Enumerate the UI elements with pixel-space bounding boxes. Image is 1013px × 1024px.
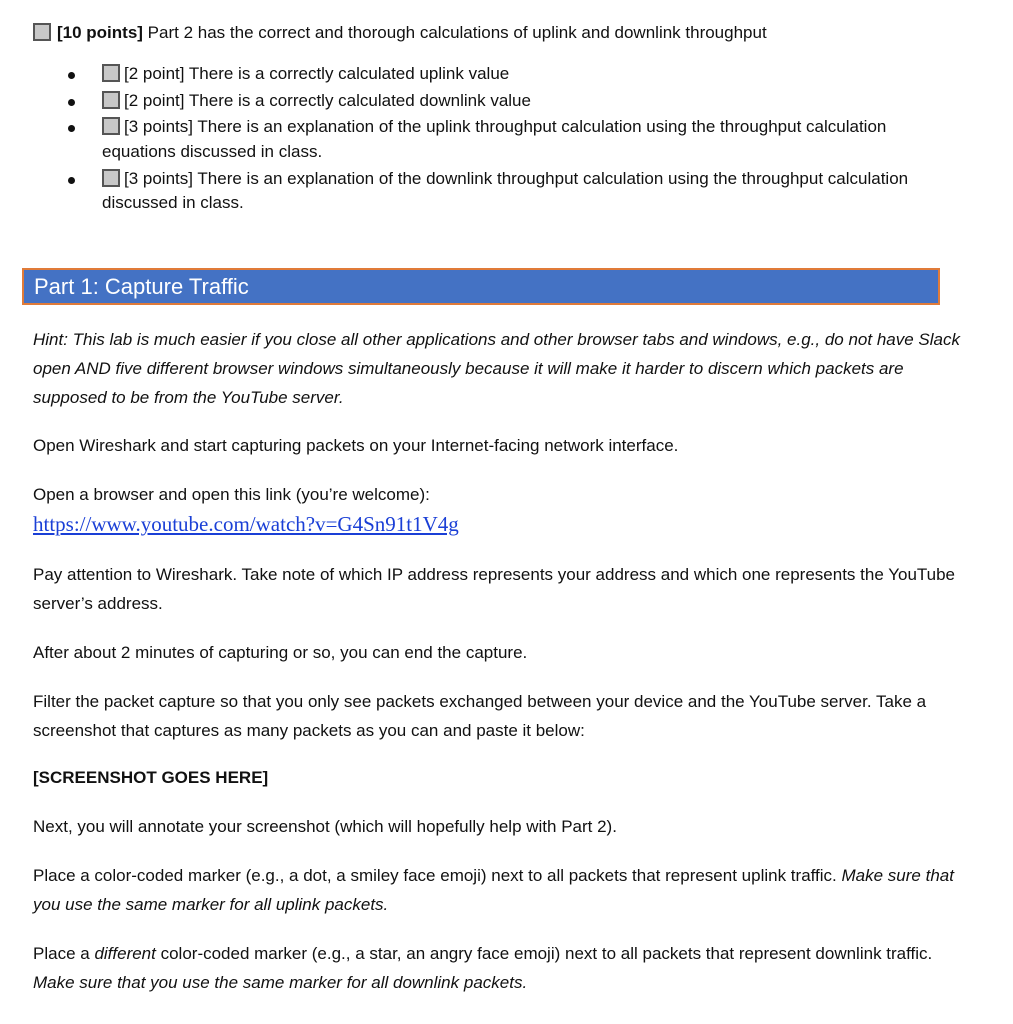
rubric-item-text: [3 points] There is an explanation of the downlink throughput calculation using the throughput calculation discussed in class. [102, 168, 909, 213]
uplink-marker-text: Place a color-coded marker (e.g., a dot, a smiley face emoji) next to all packets that represent uplink traffic. [33, 866, 842, 885]
checkbox-main[interactable] [33, 23, 51, 41]
downlink-marker-text-c: color-coded marker (e.g., a star, an angry face emoji) next to all packets that represent downlink traffic. [155, 944, 933, 963]
section-body [33, 325, 963, 997]
section-heading: Part 1: Capture Traffic [22, 268, 940, 305]
rubric-item [64, 115, 964, 164]
instruction-filter: Filter the packet capture so that you only see packets exchanged between your device and the YouTube server. Take a screenshot that captures as many packets as you can and paste it below: [33, 692, 927, 740]
instruction-open-wireshark: Open Wireshark and start capturing packets on your Internet-facing network interface. [33, 436, 679, 455]
rubric-item [64, 62, 964, 87]
instruction-uplink-marker [33, 861, 963, 919]
checkbox-downlink-explanation[interactable] [102, 169, 120, 187]
rubric-item [64, 167, 964, 216]
checkbox-downlink-value[interactable] [102, 91, 120, 109]
downlink-marker-emphasis: Make sure that you use the same marker for all downlink packets. [33, 973, 528, 992]
instruction-downlink-marker [33, 939, 963, 997]
instruction-open-browser: Open a browser and open this link (you’re welcome): [33, 485, 430, 504]
rubric-item-text: [2 point] There is a correctly calculated uplink value [124, 64, 510, 83]
rubric-item-text: [3 points] There is an explanation of the uplink throughput calculation using the throughput calculation equations discussed in class. [102, 117, 887, 161]
instruction-annotate: Next, you will annotate your screenshot (which will hopefully help with Part 2). [33, 817, 617, 836]
uplink-marker-emphasis: Make sure that you use the same marker for all uplink packets. [33, 866, 954, 914]
rubric-header-text: Part 2 has the correct and thorough calculations of uplink and downlink throughput [142, 23, 767, 42]
instruction-note-ip: Pay attention to Wireshark. Take note of which IP address represents your address and which one represents the YouTube server’s address. [33, 565, 956, 613]
youtube-link[interactable]: https://www.youtube.com/watch?v=G4Sn91t1V4g [33, 512, 459, 536]
checkbox-uplink-value[interactable] [102, 64, 120, 82]
downlink-marker-text-a: Place a [33, 944, 95, 963]
rubric-item-text: [2 point] There is a correctly calculated downlink value [124, 90, 531, 110]
rubric-header [33, 20, 767, 46]
screenshot-placeholder: [SCREENSHOT GOES HERE] [33, 768, 269, 787]
downlink-marker-different: different [94, 944, 156, 963]
rubric-item [64, 89, 964, 114]
rubric-sub-list [64, 62, 964, 218]
hint-paragraph: Hint: This lab is much easier if you close all other applications and other browser tabs and windows, e.g., do not have Slack open AND five different browser windows simultaneously because it will make it harder to discern which packets are supposed to be from the YouTube server. [33, 330, 960, 407]
rubric-header-points: [10 points] [57, 23, 143, 42]
checkbox-uplink-explanation[interactable] [102, 117, 120, 135]
instruction-end-capture: After about 2 minutes of capturing or so, you can end the capture. [33, 643, 528, 662]
